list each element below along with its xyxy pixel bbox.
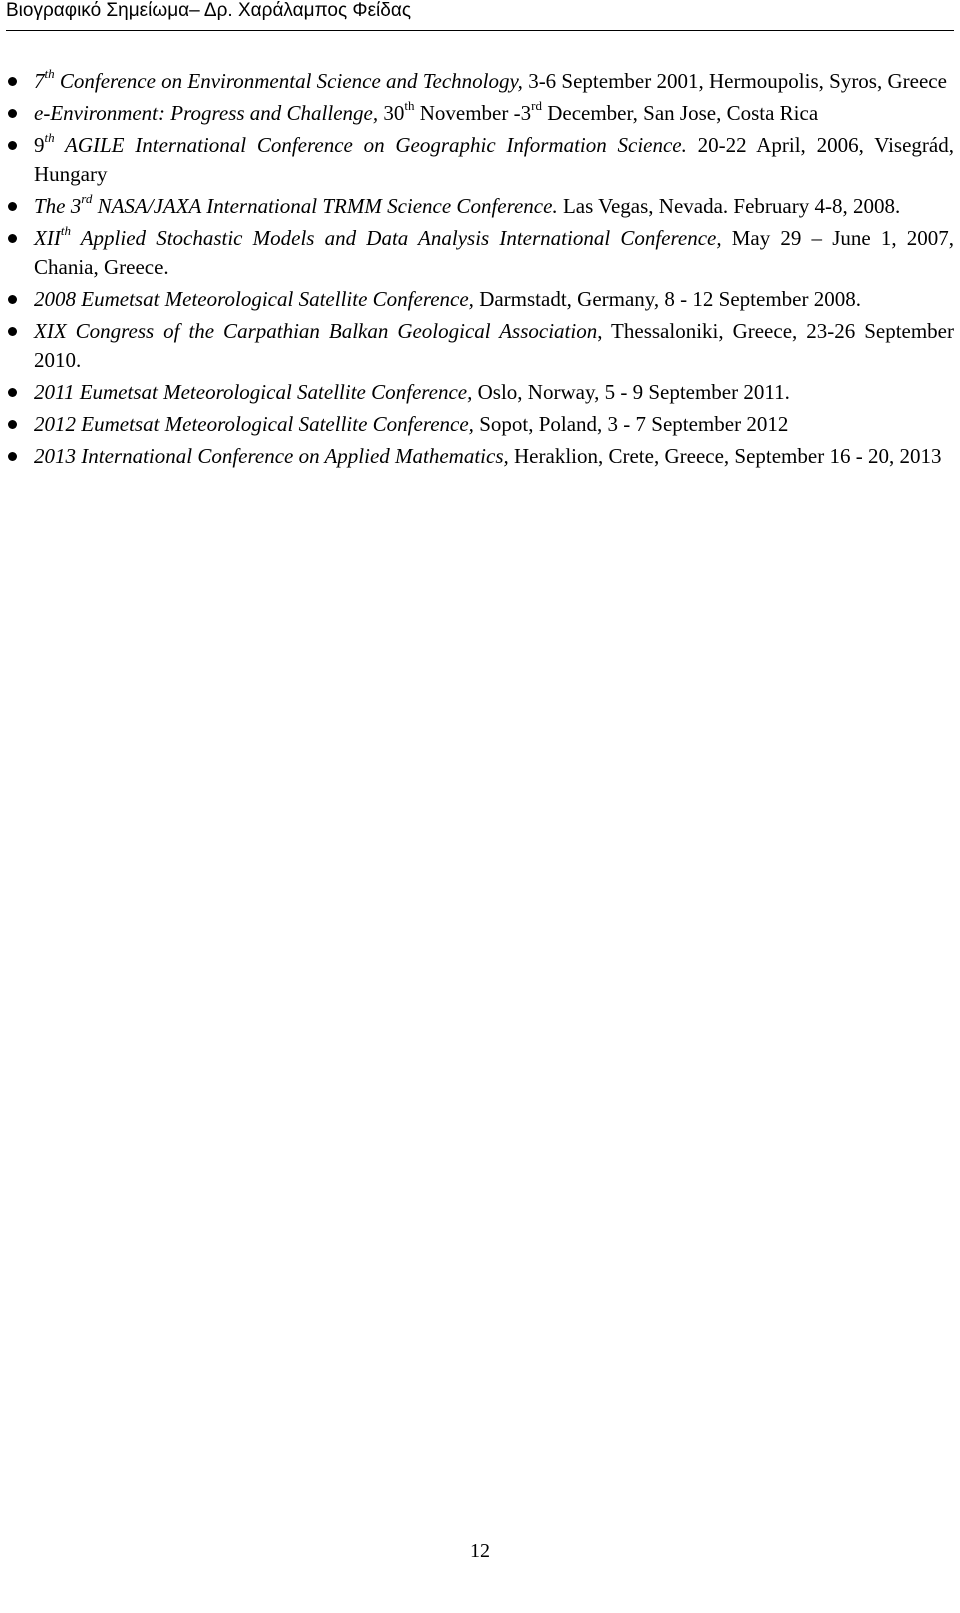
list-item: 2013 International Conference on Applied Mathematics, Heraklion, Crete, Greece, September 16 - 20, 2013 bbox=[34, 442, 954, 471]
header-title: Βιογραφικό Σημείωμα– Δρ. Χαράλαμπος Φείδας bbox=[6, 0, 411, 21]
list-item: 2008 Eumetsat Meteorological Satellite Conference, Darmstadt, Germany, 8 - 12 September 2008. bbox=[34, 285, 954, 314]
page-footer bbox=[0, 1538, 960, 1564]
list-item: e-Environment: Progress and Challenge, 30th November -3rd December, San Jose, Costa Rica bbox=[34, 99, 954, 128]
bullet-icon bbox=[8, 202, 17, 211]
list-item: XIIth Applied Stochastic Models and Data Analysis International Conference, May 29 – June 1, 2007, Chania, Greece. bbox=[34, 224, 954, 282]
bullet-icon bbox=[8, 452, 17, 461]
bullet-icon bbox=[8, 327, 17, 336]
list-item: 2011 Eumetsat Meteorological Satellite Conference, Oslo, Norway, 5 - 9 September 2011. bbox=[34, 378, 954, 407]
list-item: XIX Congress of the Carpathian Balkan Geological Association, Thessaloniki, Greece, 23-26 September 2010. bbox=[34, 317, 954, 375]
bullet-icon bbox=[8, 420, 17, 429]
conference-list bbox=[34, 67, 954, 474]
bullet-icon bbox=[8, 388, 17, 397]
page-header bbox=[6, 0, 954, 31]
bullet-icon bbox=[8, 234, 17, 243]
list-item: 7th Conference on Environmental Science and Technology, 3-6 September 2001, Hermoupolis, Syros, Greece bbox=[34, 67, 954, 96]
list-item: The 3rd NASA/JAXA International TRMM Science Conference. Las Vegas, Nevada. February 4-8, 2008. bbox=[34, 192, 954, 221]
list-item: 2012 Eumetsat Meteorological Satellite Conference, Sopot, Poland, 3 - 7 September 2012 bbox=[34, 410, 954, 439]
bullet-icon bbox=[8, 77, 17, 86]
bullet-icon bbox=[8, 141, 17, 150]
bullet-icon bbox=[8, 109, 17, 118]
list-item: 9th AGILE International Conference on Geographic Information Science. 20-22 April, 2006, Visegrád, Hungary bbox=[34, 131, 954, 189]
bullet-icon bbox=[8, 295, 17, 304]
page-number: 12 bbox=[470, 1540, 490, 1562]
